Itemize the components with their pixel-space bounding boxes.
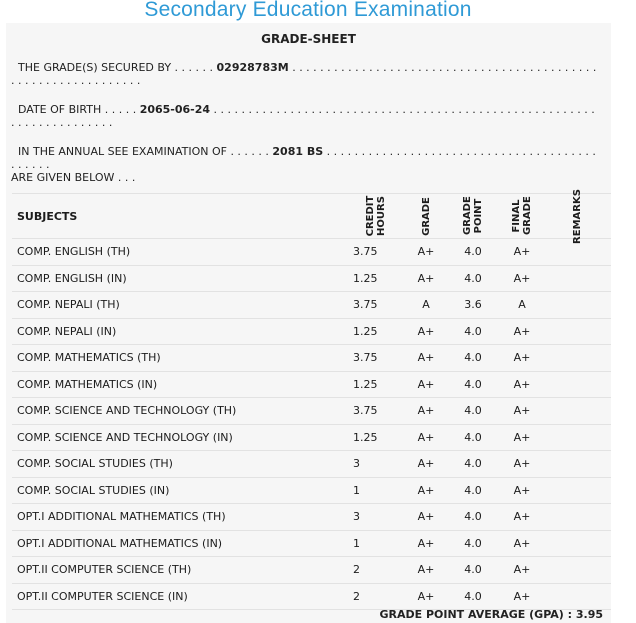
credit-hours-cell: 1.25: [353, 271, 378, 285]
final-grade-cell: A+: [513, 430, 531, 444]
grade-cell: A+: [417, 483, 435, 497]
table-row: [12, 239, 611, 266]
remarks-cell: [552, 451, 602, 477]
credit-hours-cell: 2: [353, 589, 360, 603]
remarks-cell: [552, 478, 602, 504]
final-grade-cell: A+: [513, 536, 531, 550]
subject-cell: COMP. MATHEMATICS (TH): [17, 351, 161, 365]
table-row: [12, 504, 611, 531]
credit-hours-cell: 3.75: [353, 298, 378, 312]
header-remarks: REMARKS: [571, 188, 583, 244]
grade-cell: A+: [417, 563, 435, 577]
grade-cell: A+: [417, 404, 435, 418]
grade-cell: A+: [417, 430, 435, 444]
final-grade-cell: A+: [513, 404, 531, 418]
credit-hours-cell: 3.75: [353, 351, 378, 365]
final-grade-cell: A+: [513, 510, 531, 524]
grade-point-cell: 4.0: [464, 589, 482, 603]
subject-cell: OPT.I ADDITIONAL MATHEMATICS (IN): [17, 536, 223, 550]
grade-cell: A+: [417, 351, 435, 365]
credit-hours-cell: 3.75: [353, 245, 378, 259]
final-grade-cell: A+: [513, 324, 531, 338]
exam-label: IN THE ANNUAL SEE EXAMINATION OF . . . . . .: [18, 145, 273, 158]
subject-cell: COMP. ENGLISH (TH): [17, 245, 131, 259]
grade-cell: A+: [417, 510, 435, 524]
grade-cell: A: [422, 298, 430, 312]
subject-cell: COMP. SOCIAL STUDIES (TH): [17, 457, 173, 471]
subject-cell: COMP. SCIENCE AND TECHNOLOGY (TH): [17, 404, 237, 418]
secured-by-label: THE GRADE(S) SECURED BY . . . . . .: [18, 61, 217, 74]
subject-cell: COMP. NEPALI (IN): [17, 324, 117, 338]
grade-point-cell: 4.0: [464, 430, 482, 444]
credit-hours-cell: 1.25: [353, 377, 378, 391]
credit-hours-cell: 1: [353, 536, 360, 550]
date-of-birth-dots: . . . . . . . . . . . . . . . . . . . . . . . . . . . . . . . . . . . . . . . . . . . . . . . . . . . . . . . . . . . . . . . . . . . . . .: [11, 103, 595, 129]
gpa-value: 3.95: [575, 608, 603, 621]
final-grade-cell: A+: [513, 351, 531, 365]
credit-hours-cell: 3.75: [353, 404, 378, 418]
subject-cell: OPT.II COMPUTER SCIENCE (IN): [17, 589, 188, 603]
table-row: [12, 319, 611, 346]
table-row: [12, 451, 611, 478]
exam-year: 2081 BS: [272, 145, 324, 158]
final-grade-cell: A+: [513, 377, 531, 391]
grade-point-cell: 4.0: [464, 404, 482, 418]
table-row: [12, 345, 611, 372]
remarks-cell: [552, 425, 602, 451]
table-row: [12, 557, 611, 584]
grade-sheet-heading: GRADE-SHEET: [261, 32, 356, 46]
grade-point-cell: 4.0: [464, 457, 482, 471]
grade-cell: A+: [417, 377, 435, 391]
final-grade-cell: A+: [513, 483, 531, 497]
grade-cell: A+: [417, 536, 435, 550]
grade-cell: A+: [417, 589, 435, 603]
remarks-cell: [552, 292, 602, 318]
remarks-cell: [552, 398, 602, 424]
grade-cell: A+: [417, 245, 435, 259]
subject-cell: COMP. SCIENCE AND TECHNOLOGY (IN): [17, 430, 233, 444]
remarks-cell: [552, 504, 602, 530]
final-grade-cell: A+: [513, 245, 531, 259]
remarks-cell: [552, 372, 602, 398]
header-grade-point: GRADE POINT: [462, 196, 484, 235]
table-row: [12, 584, 611, 611]
subject-cell: OPT.II COMPUTER SCIENCE (TH): [17, 563, 192, 577]
credit-hours-cell: 1.25: [353, 430, 378, 444]
remarks-cell: [552, 557, 602, 583]
remarks-cell: [552, 266, 602, 292]
credit-hours-cell: 3: [353, 510, 360, 524]
final-grade-cell: A: [518, 298, 526, 312]
grade-sheet: [6, 23, 611, 623]
remarks-cell: [552, 531, 602, 557]
table-row: [12, 292, 611, 319]
final-grade-cell: A+: [513, 563, 531, 577]
grade-point-cell: 4.0: [464, 536, 482, 550]
subject-cell: COMP. SOCIAL STUDIES (IN): [17, 483, 170, 497]
final-grade-cell: A+: [513, 589, 531, 603]
header-final-grade: FINAL GRADE: [511, 196, 533, 235]
page-title: Secondary Education Examination: [144, 0, 472, 21]
table-row: [12, 425, 611, 452]
remarks-cell: [552, 584, 602, 610]
gpa-label: GRADE POINT AVERAGE (GPA) :: [379, 608, 576, 621]
symbol-number: 02928783M: [216, 61, 289, 74]
subject-cell: COMP. ENGLISH (IN): [17, 271, 127, 285]
grade-cell: A+: [417, 457, 435, 471]
credit-hours-cell: 2: [353, 563, 360, 577]
exam-line: [11, 145, 601, 184]
date-of-birth-line: [11, 103, 601, 129]
grade-point-cell: 4.0: [464, 271, 482, 285]
grade-point-cell: 4.0: [464, 245, 482, 259]
credit-hours-cell: 1: [353, 483, 360, 497]
final-grade-cell: A+: [513, 457, 531, 471]
remarks-cell: [552, 345, 602, 371]
date-of-birth-value: 2065-06-24: [139, 103, 211, 116]
exam-suffix: ARE GIVEN BELOW . . .: [11, 171, 136, 184]
table-row: [12, 266, 611, 293]
table-row: [12, 531, 611, 558]
grade-point-cell: 4.0: [464, 563, 482, 577]
table-row: [12, 372, 611, 399]
header-grade: GRADE: [420, 196, 432, 236]
gpa-summary: [379, 608, 603, 621]
subject-cell: OPT.I ADDITIONAL MATHEMATICS (TH): [17, 510, 226, 524]
secured-by-line: [11, 61, 601, 87]
grade-cell: A+: [417, 324, 435, 338]
grade-cell: A+: [417, 271, 435, 285]
grade-point-cell: 4.0: [464, 324, 482, 338]
remarks-cell: [552, 319, 602, 345]
exam-dots: . . . . . . . . . . . . . . . . . . . . . . . . . . . . . . . . . . . . . . . . . . . . .: [11, 145, 596, 171]
header-subjects: SUBJECTS: [17, 209, 78, 223]
table-row: [12, 398, 611, 425]
grade-point-cell: 4.0: [464, 483, 482, 497]
subject-cell: COMP. NEPALI (TH): [17, 298, 120, 312]
secured-by-dots: . . . . . . . . . . . . . . . . . . . . . . . . . . . . . . . . . . . . . . . . . . . . . . . . . . . . . . . . . . . . . . .: [11, 61, 597, 87]
grade-point-cell: 4.0: [464, 377, 482, 391]
final-grade-cell: A+: [513, 271, 531, 285]
credit-hours-cell: 1.25: [353, 324, 378, 338]
grades-table: [12, 188, 611, 610]
grade-point-cell: 3.6: [464, 298, 482, 312]
date-of-birth-label: DATE OF BIRTH . . . . .: [18, 103, 140, 116]
credit-hours-cell: 3: [353, 457, 360, 471]
remarks-cell: [552, 239, 602, 265]
subject-cell: COMP. MATHEMATICS (IN): [17, 377, 158, 391]
grade-point-cell: 4.0: [464, 510, 482, 524]
grade-point-cell: 4.0: [464, 351, 482, 365]
header-credit-hours: CREDIT HOURS: [365, 195, 387, 237]
table-header-row: [12, 188, 611, 244]
table-row: [12, 478, 611, 505]
